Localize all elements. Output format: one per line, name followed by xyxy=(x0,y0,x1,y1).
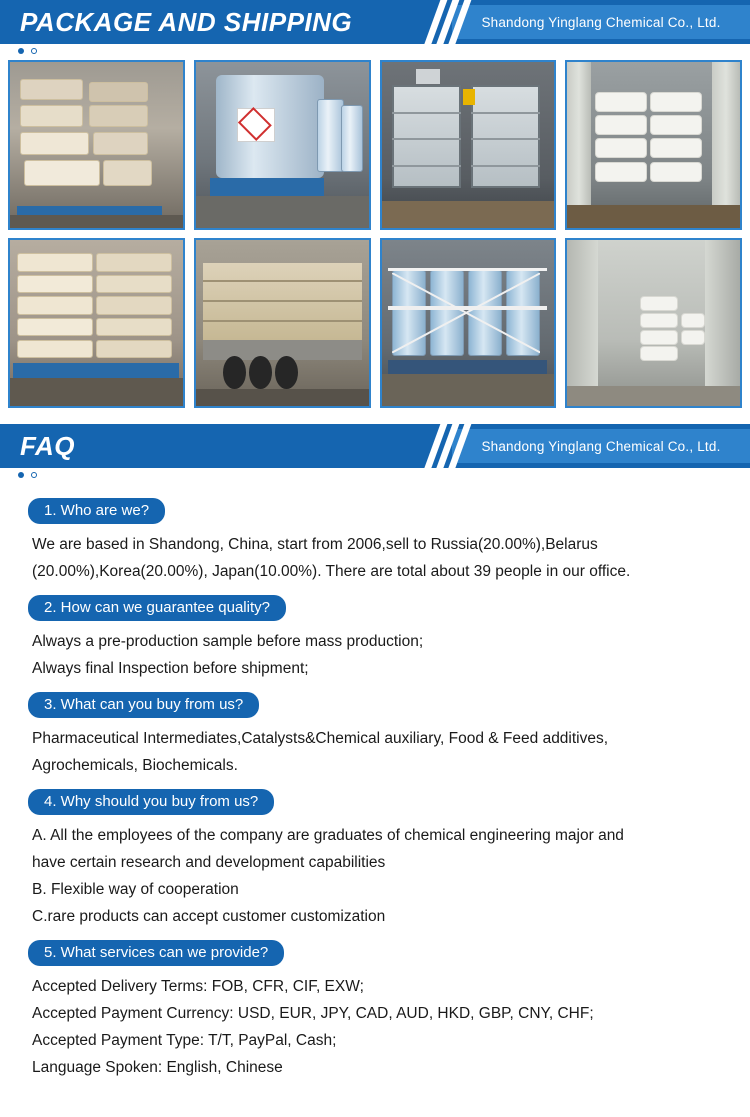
photo-cartons-pallets xyxy=(8,60,185,230)
slash-decoration-icon xyxy=(430,0,470,44)
faq-answer-line: A. All the employees of the company are graduates of chemical engineering major and xyxy=(32,827,624,844)
photo-loaded-truck xyxy=(194,238,371,408)
section-header-package xyxy=(0,0,750,44)
company-name: Shandong Yinglang Chemical Co., Ltd. xyxy=(481,14,721,30)
section-header-faq xyxy=(0,424,750,468)
faq-answer-line: Language Spoken: English, Chinese xyxy=(32,1059,283,1076)
faq-answer-line: Accepted Delivery Terms: FOB, CFR, CIF, EXW; xyxy=(32,978,364,995)
faq-item xyxy=(18,779,732,930)
faq-answer-line: C.rare products can accept customer customization xyxy=(32,908,386,925)
header-dots-decoration xyxy=(0,44,750,58)
faq-answer-line: Pharmaceutical Intermediates,Catalysts&Chemical auxiliary, Food & Feed additives, xyxy=(32,730,609,747)
faq-question: 4. Why should you buy from us? xyxy=(28,789,274,815)
section-title-faq: FAQ xyxy=(20,430,75,461)
company-name-faq: Shandong Yinglang Chemical Co., Ltd. xyxy=(481,438,721,454)
dot-hollow-icon xyxy=(31,48,37,54)
dot-hollow-icon xyxy=(31,472,37,478)
faq-answer-line: Always a pre-production sample before mass production; xyxy=(32,633,424,650)
dot-filled-icon xyxy=(18,48,24,54)
package-photo-grid xyxy=(0,58,750,408)
faq-question: 1. Who are we? xyxy=(28,498,165,524)
slash-decoration-icon-faq xyxy=(430,424,470,468)
photo-wrapped-drums xyxy=(194,60,371,230)
faq-answer-line: Always final Inspection before shipment; xyxy=(32,660,309,677)
faq-answer-line: Agrochemicals, Biochemicals. xyxy=(32,757,238,774)
faq-answer-line: Accepted Payment Currency: USD, EUR, JPY, CAD, AUD, HKD, GBP, CNY, CHF; xyxy=(32,1005,594,1022)
photo-strapped-drums xyxy=(380,238,557,408)
faq-item xyxy=(18,682,732,779)
faq-list xyxy=(0,482,750,1101)
faq-question: 5. What services can we provide? xyxy=(28,940,284,966)
faq-answer-line: Accepted Payment Type: T/T, PayPal, Cash; xyxy=(32,1032,337,1049)
dot-filled-icon xyxy=(18,472,24,478)
photo-white-bags-container xyxy=(565,60,742,230)
faq-header-dots-decoration xyxy=(0,468,750,482)
faq-question: 2. How can we guarantee quality? xyxy=(28,595,286,621)
section-spacer xyxy=(0,408,750,424)
faq-item xyxy=(18,488,732,585)
faq-item xyxy=(18,585,732,682)
faq-answer-line: (20.00%),Korea(20.00%), Japan(10.00%). There are total about 39 people in our office. xyxy=(32,563,631,580)
faq-item xyxy=(18,930,732,1081)
company-name-bar-faq xyxy=(452,429,750,463)
company-name-bar xyxy=(452,5,750,39)
faq-answer-line: We are based in Shandong, China, start from 2006,sell to Russia(20.00%),Belarus xyxy=(32,536,598,553)
faq-answer-line: B. Flexible way of cooperation xyxy=(32,881,239,898)
section-title: PACKAGE AND SHIPPING xyxy=(20,6,353,37)
faq-answer-line: have certain research and development capabilities xyxy=(32,854,386,871)
faq-question: 3. What can you buy from us? xyxy=(28,692,259,718)
photo-container-white-bags xyxy=(565,238,742,408)
photo-kraft-bags-pallets xyxy=(8,238,185,408)
photo-ibc-totes xyxy=(380,60,557,230)
